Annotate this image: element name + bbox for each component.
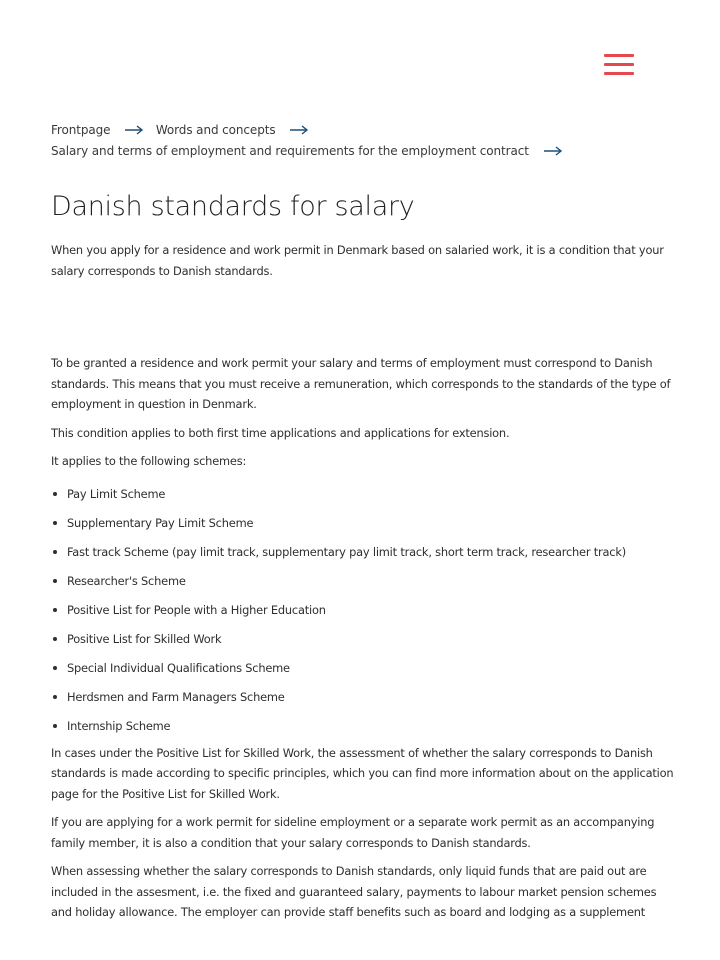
hamburger-menu-icon[interactable] (604, 54, 634, 76)
schemes-list (51, 486, 675, 734)
body-paragraph: If you are applying for a work permit for sideline employment or a separate work permit as an accompanying family member, it is also a condition that your salary corresponds to Danish standards. (51, 815, 655, 850)
list-item: Fast track Scheme (pay limit track, supplementary pay limit track, short term track, researcher track) (51, 544, 675, 560)
menu-bar (604, 63, 634, 66)
body-paragraph: When assessing whether the salary corresponds to Danish standards, only liquid funds that are paid out are included in the assesment, i.e. the fixed and guaranteed salary, payments to labour market pension schemes and holiday allowance. The employer can provide staff benefits such as board and lodging as a supplement (51, 864, 657, 919)
list-item: Internship Scheme (51, 718, 675, 734)
breadcrumb-line (51, 141, 675, 162)
list-item: Pay Limit Scheme (51, 486, 675, 502)
intro-paragraph: When you apply for a residence and work permit in Denmark based on salaried work, it is a condition that your salary corresponds to Danish standards. (51, 243, 664, 278)
body-paragraph: In cases under the Positive List for Skilled Work, the assessment of whether the salary corresponds to Danish standards is made according to specific principles, which you can find more information about on the application page for the Positive List for Skilled Work. (51, 745, 674, 801)
breadcrumb-line (51, 120, 675, 141)
breadcrumb-frontpage-link[interactable]: Frontpage (51, 123, 111, 137)
list-item: Supplementary Pay Limit Scheme (51, 515, 675, 531)
list-item: Herdsmen and Farm Managers Scheme (51, 689, 675, 705)
body-paragraph: It applies to the following schemes: (51, 454, 247, 468)
arrow-right-icon (543, 146, 563, 156)
breadcrumb-words-and-concepts-link[interactable]: Words and concepts (155, 123, 276, 137)
breadcrumb-salary-terms-link[interactable]: Salary and terms of employment and requirements for the employment contract (51, 144, 529, 158)
menu-bar (604, 54, 634, 57)
main-content (51, 120, 675, 923)
list-item: Positive List for People with a Higher Education (51, 602, 675, 618)
body-paragraph: This condition applies to both first time applications and applications for extension. (51, 425, 510, 440)
body-paragraph: To be granted a residence and work permit your salary and terms of employment must correspond to Danish standards. This means that you must receive a remuneration, which corresponds to the standards of the type of employment in question in Denmark. (51, 356, 671, 411)
menu-bar (604, 72, 634, 75)
breadcrumb (51, 120, 675, 162)
page-title: Danish standards for salary (51, 191, 415, 222)
list-item: Special Individual Qualifications Scheme (51, 660, 675, 676)
list-item: Positive List for Skilled Work (51, 631, 675, 647)
list-item: Researcher's Scheme (51, 573, 675, 589)
arrow-right-icon (289, 125, 309, 135)
arrow-right-icon (124, 125, 144, 135)
